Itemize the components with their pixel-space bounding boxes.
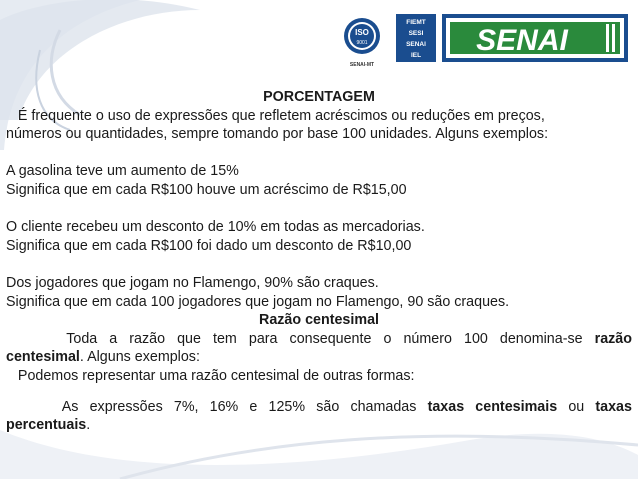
- brand-box-senai: SENAI: [406, 41, 426, 48]
- definition-line-2: centesimal. Alguns exemplos:: [6, 349, 200, 366]
- expressions-line-1: As expressões 7%, 16% e 125% são chamadas taxas centesimais ou taxas: [61, 398, 632, 415]
- definition-line-1: Toda a razão que tem para consequente o número 100 denomina-se razão: [66, 330, 632, 347]
- intro-line-1: É frequente o uso de expressões que refletem acréscimos ou reduções em preços,: [17, 107, 545, 124]
- brand-box-iel: IEL: [410, 52, 422, 59]
- intro-line-2: números ou quantidades, sempre tomando por base 100 unidades. Alguns exemplos:: [6, 126, 549, 143]
- brand-box-fiemt: FIEMT: [406, 19, 426, 26]
- example-3-line-2: Significa que em cada 100 jogadores que jogam no Flamengo, 90 são craques.: [6, 293, 510, 310]
- iso-caption-text: SENAI-MT: [349, 62, 375, 68]
- example-2-line-2: Significa que em cada R$100 foi dado um desconto de R$10,00: [6, 237, 412, 254]
- example-2-line-1: O cliente recebeu um desconto de 10% em todas as mercadorias.: [6, 219, 425, 236]
- example-1-line-1: A gasolina teve um aumento de 15%: [6, 163, 239, 180]
- iso-top-text: ISO: [355, 28, 369, 37]
- brand-box-sesi: SESI: [408, 30, 424, 37]
- senai-logo: [442, 14, 628, 62]
- section-subtitle: Razão centesimal: [259, 312, 379, 329]
- system-brand-boxes: [396, 14, 436, 62]
- document-content: [6, 88, 632, 435]
- forms-line: Podemos representar uma razão centesimal de outras formas:: [17, 367, 415, 384]
- header-logos: [340, 6, 632, 72]
- iso-number-text: 9001: [356, 40, 368, 46]
- page-title: PORCENTAGEM: [263, 89, 375, 105]
- example-3-line-1: Dos jogadores que jogam no Flamengo, 90% são craques.: [6, 274, 379, 291]
- expressions-line-2: percentuais.: [6, 417, 91, 434]
- example-1-line-2: Significa que em cada R$100 houve um acréscimo de R$15,00: [6, 181, 407, 198]
- senai-brand-text: SENAI: [476, 24, 568, 57]
- iso-certification-logo: [344, 18, 380, 68]
